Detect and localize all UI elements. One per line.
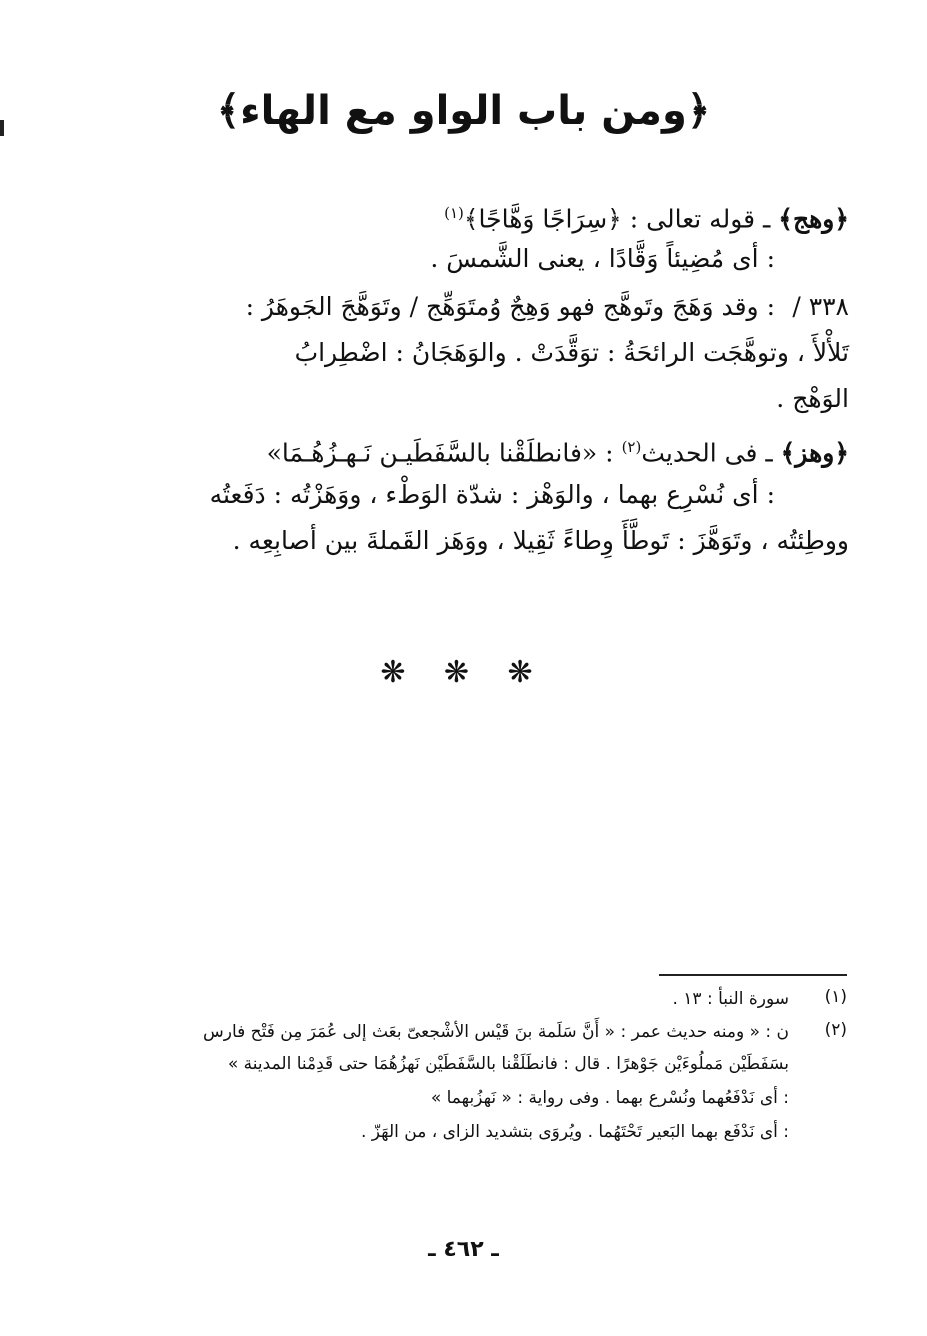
section-divider-stars: ❋ ❋ ❋ (380, 655, 547, 690)
entry-1-page-ref: ٣٣٨ / (792, 292, 849, 321)
footnote-1-number: (١) (824, 987, 847, 1007)
entry-1-line-2: : أى مُضِيئاً وَقَّادًا ، يعنى الشَّمسَ . (430, 244, 775, 273)
page-title: ﴿ومن باب الواو مع الهاء﴾ (216, 88, 711, 134)
footnote-rule (659, 974, 847, 976)
footnote-2-number: (٢) (824, 1020, 847, 1040)
footnote-2-line-2: بسَفَطَيْن مَملُوءَيْن جَوْهرًا . قال : فانطَلَقْنا بالسَّفَطَيْن نَهزُهُمَا حتى قَدِمْنا المدينة » (227, 1054, 789, 1074)
entry-2-line-1 (267, 430, 849, 470)
entry-2-text-1b: : «فانطلَقْنا بالسَّفَطَيـن نَـهـزُهُـمَا» (266, 438, 614, 468)
entry-1-line-5: الوَهْج . (776, 384, 849, 413)
entry-1-line-4: تَلأْلأَ ، وتوهَّجَت الرائحَةُ : توَقَّدَتْ . والوَهَجَانُ : اضْطِرابُ (294, 338, 849, 367)
footnote-2-line-1: ن : « ومنه حديث عمر : « أَنَّ سَلَمة بنَ قَيْس الأشْجعىّ بعَث إلى عُمَرَ مِن فَتْح فارس (202, 1022, 789, 1042)
entry-2-footnote-ref: (٢) (621, 438, 642, 456)
entry-1-line-3: : وقد وَهَجَ وتَوهَّج فهو وَهِجٌ وُمتَوَهِّج / وتَوَهَّجَ الجَوهَرُ : (245, 292, 775, 321)
entry-1-line-1 (444, 196, 849, 236)
entry-1-headword: ﴿وهج﴾ (778, 204, 849, 234)
footnote-2-line-3: : أى نَدْفَعُهما ونُسْرع بهما . وفى رواية : « نَهزُبهما » (430, 1088, 789, 1108)
entry-2-line-3: ووطِئتُه ، وتَوَهَّزَ : تَوطَّأَ وِطاءً ثَقِيلا ، ووَهَز القَملةَ بين أصابِعِه . (232, 526, 849, 555)
entry-2-line-2: : أى نُسْرِع بهما ، والوَهْز : شدّة الوَطْء ، ووَهَزْتُه : دَفَعتُه (209, 480, 775, 509)
page-number: ـ ٤٦٢ ـ (428, 1237, 499, 1262)
entry-2-text-1a: ـ فى الحديث (641, 438, 773, 468)
entry-1-text-1: ـ قوله تعالى : ﴿سِرَاجًا وَهَّاجًا﴾ (463, 204, 771, 234)
footnote-1-line-1: سورة النبأ : ١٣ . (672, 989, 789, 1009)
entry-2-headword: ﴿وهز﴾ (780, 438, 849, 468)
footnote-2-line-4: : أى نَدْفَع بهما البَعير تَحْتَهُما . ويُروَى بتشديد الزاى ، من الهَزّ . (360, 1122, 789, 1142)
entry-1-footnote-ref: (١) (444, 204, 464, 222)
